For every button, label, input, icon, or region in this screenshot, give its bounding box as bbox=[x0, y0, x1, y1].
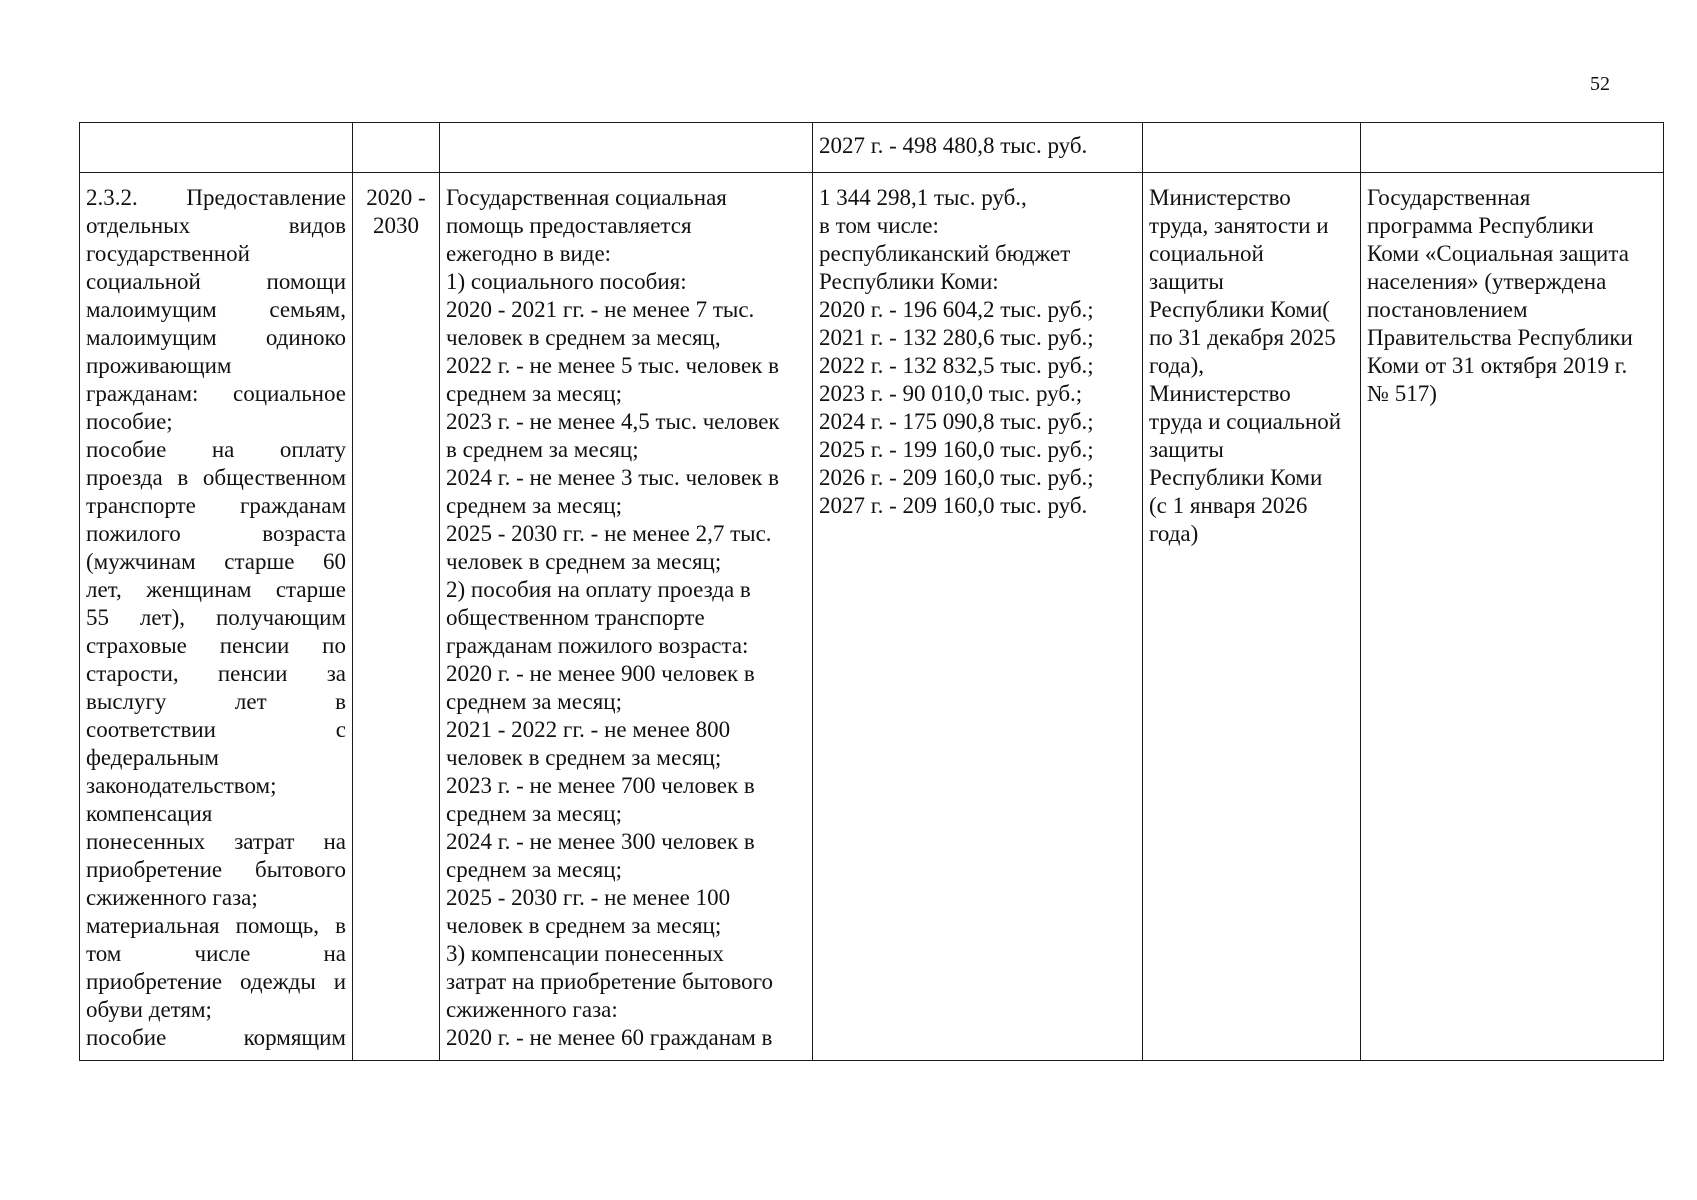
funding-line: 2023 г. - 90 010,0 тыс. руб.; bbox=[819, 381, 1083, 406]
measure-line: пожилого возраста bbox=[86, 521, 346, 546]
executor-line: года) bbox=[1149, 521, 1199, 546]
measure-line: компенсация bbox=[86, 801, 213, 826]
funding-text bbox=[819, 184, 1136, 520]
executor-text bbox=[1149, 184, 1354, 548]
measure-line: приобретение одежды и bbox=[86, 969, 346, 994]
indicator-line: 2023 г. - не менее 4,5 тыс. человек bbox=[446, 409, 780, 434]
executor-line: социальной bbox=[1149, 241, 1264, 266]
measure-line: государственной bbox=[86, 241, 250, 266]
indicator-line: 1) социального пособия: bbox=[446, 269, 687, 294]
funding-line: 2026 г. - 209 160,0 тыс. руб.; bbox=[819, 465, 1094, 490]
cell-funding-continuation bbox=[813, 123, 1143, 173]
program-line: № 517) bbox=[1367, 381, 1437, 406]
executor-line: труда, занятости и bbox=[1149, 213, 1329, 238]
indicator-line: сжиженного газа: bbox=[446, 997, 618, 1022]
period-line: 2030 bbox=[373, 213, 419, 238]
measure-line: пособие кормящим bbox=[86, 1025, 346, 1050]
executor-line: года), bbox=[1149, 353, 1205, 378]
measure-line: законодательством; bbox=[86, 773, 277, 798]
funding-line: Республики Коми: bbox=[819, 269, 999, 294]
cell-funding bbox=[813, 173, 1143, 1061]
indicator-line: 2025 - 2030 гг. - не менее 100 bbox=[446, 885, 731, 910]
executor-line: защиты bbox=[1149, 437, 1224, 462]
measure-line: проезда в общественном bbox=[86, 465, 346, 490]
indicator-line: человек в среднем за месяц; bbox=[446, 745, 722, 770]
executor-line: Министерство bbox=[1149, 185, 1291, 210]
measure-line: федеральным bbox=[86, 745, 219, 770]
table-row-continuation bbox=[80, 123, 1664, 173]
measure-line: пособие на оплату bbox=[86, 437, 346, 462]
measure-line: (мужчинам старше 60 bbox=[86, 549, 346, 574]
indicator-line: Государственная социальная bbox=[446, 185, 727, 210]
indicator-line: 2020 г. - не менее 900 человек в bbox=[446, 661, 755, 686]
measure-line: том числе на bbox=[86, 941, 346, 966]
measure-line: 55 лет), получающим bbox=[86, 605, 346, 630]
indicator-line: 2020 г. - не менее 60 гражданам в bbox=[446, 1025, 773, 1050]
indicator-line: среднем за месяц; bbox=[446, 689, 623, 714]
program-line: Коми «Социальная защита bbox=[1367, 241, 1629, 266]
indicator-line: 2023 г. - не менее 700 человек в bbox=[446, 773, 755, 798]
executor-line: (с 1 января 2026 bbox=[1149, 493, 1308, 518]
measure-line: обуви детям; bbox=[86, 997, 212, 1022]
cell-indicator bbox=[440, 173, 813, 1061]
indicator-line: человек в среднем за месяц, bbox=[446, 325, 721, 350]
indicator-line: 2021 - 2022 гг. - не менее 800 bbox=[446, 717, 731, 742]
measure-line: малоимущим одиноко bbox=[86, 325, 346, 350]
funding-line: 2020 г. - 196 604,2 тыс. руб.; bbox=[819, 297, 1094, 322]
indicator-line: в среднем за месяц; bbox=[446, 437, 639, 462]
cell-measure bbox=[80, 173, 353, 1061]
indicator-line: 2024 г. - не менее 3 тыс. человек в bbox=[446, 465, 779, 490]
indicator-line: ежегодно в виде: bbox=[446, 241, 612, 266]
measure-line: гражданам: социальное bbox=[86, 381, 346, 406]
cell-program-empty bbox=[1361, 123, 1664, 173]
indicator-line: затрат на приобретение бытового bbox=[446, 969, 774, 994]
indicator-line: 2024 г. - не менее 300 человек в bbox=[446, 829, 755, 854]
funding-line: 1 344 298,1 тыс. руб., bbox=[819, 185, 1027, 210]
program-line: постановлением bbox=[1367, 297, 1528, 322]
executor-line: труда и социальной bbox=[1149, 409, 1342, 434]
cell-period-empty bbox=[353, 123, 440, 173]
funding-line: 2025 г. - 199 160,0 тыс. руб.; bbox=[819, 437, 1094, 462]
period-line: 2020 - bbox=[366, 185, 426, 210]
measure-line: соответствии с bbox=[86, 717, 346, 742]
funding-line: 2024 г. - 175 090,8 тыс. руб.; bbox=[819, 409, 1094, 434]
funding-line: 2022 г. - 132 832,5 тыс. руб.; bbox=[819, 353, 1094, 378]
measure-line: пособие; bbox=[86, 409, 173, 434]
indicator-line: среднем за месяц; bbox=[446, 493, 623, 518]
measure-line: малоимущим семьям, bbox=[86, 297, 346, 322]
measure-line: отдельных видов bbox=[86, 213, 346, 238]
cell-executor bbox=[1143, 173, 1361, 1061]
indicator-text bbox=[446, 184, 806, 1052]
measure-line: старости, пенсии за bbox=[86, 661, 346, 686]
indicator-line: среднем за месяц; bbox=[446, 801, 623, 826]
measure-line: социальной помощи bbox=[86, 269, 346, 294]
indicator-line: человек в среднем за месяц; bbox=[446, 913, 722, 938]
executor-line: Министерство bbox=[1149, 381, 1291, 406]
measure-line: транспорте гражданам bbox=[86, 493, 346, 518]
measure-line: сжиженного газа; bbox=[86, 885, 258, 910]
funding-line: республиканский бюджет bbox=[819, 241, 1071, 266]
program-line: программа Республики bbox=[1367, 213, 1594, 238]
indicator-line: 2020 - 2021 гг. - не менее 7 тыс. bbox=[446, 297, 755, 322]
executor-line: по 31 декабря 2025 bbox=[1149, 325, 1336, 350]
cell-executor-empty bbox=[1143, 123, 1361, 173]
cell-program bbox=[1361, 173, 1664, 1061]
funding-line: 2027 г. - 209 160,0 тыс. руб. bbox=[819, 493, 1088, 518]
program-text bbox=[1367, 184, 1657, 408]
indicator-line: 2) пособия на оплату проезда в bbox=[446, 577, 751, 602]
indicator-line: 3) компенсации понесенных bbox=[446, 941, 724, 966]
table-row-measure-2-3-2 bbox=[80, 173, 1664, 1061]
program-line: Правительства Республики bbox=[1367, 325, 1633, 350]
program-line: населения» (утверждена bbox=[1367, 269, 1607, 294]
period-text bbox=[359, 184, 433, 240]
program-line: Государственная bbox=[1367, 185, 1531, 210]
indicator-line: 2025 - 2030 гг. - не менее 2,7 тыс. bbox=[446, 521, 772, 546]
indicator-line: общественном транспорте bbox=[446, 605, 705, 630]
indicator-line: человек в среднем за месяц; bbox=[446, 549, 722, 574]
measure-line: приобретение бытового bbox=[86, 857, 346, 882]
cell-indicator-empty bbox=[440, 123, 813, 173]
program-line: Коми от 31 октября 2019 г. bbox=[1367, 353, 1628, 378]
measure-line: проживающим bbox=[86, 353, 232, 378]
funding-line: 2027 г. - 498 480,8 тыс. руб. bbox=[819, 133, 1088, 158]
indicator-line: 2022 г. - не менее 5 тыс. человек в bbox=[446, 353, 779, 378]
executor-line: Республики Коми( bbox=[1149, 297, 1330, 322]
executor-line: Республики Коми bbox=[1149, 465, 1323, 490]
measure-line: страховые пенсии по bbox=[86, 633, 346, 658]
cell-period bbox=[353, 173, 440, 1061]
measure-line: лет, женщинам старше bbox=[86, 577, 346, 602]
indicator-line: среднем за месяц; bbox=[446, 381, 623, 406]
indicator-line: помощь предоставляется bbox=[446, 213, 692, 238]
measure-line: 2.3.2. Предоставление bbox=[86, 185, 346, 210]
funding-line: в том числе: bbox=[819, 213, 939, 238]
indicator-line: гражданам пожилого возраста: bbox=[446, 633, 749, 658]
executor-line: защиты bbox=[1149, 269, 1224, 294]
measure-text bbox=[86, 184, 346, 1052]
measure-line: материальная помощь, в bbox=[86, 913, 346, 938]
program-table bbox=[79, 122, 1664, 1061]
indicator-line: среднем за месяц; bbox=[446, 857, 623, 882]
measure-line: понесенных затрат на bbox=[86, 829, 346, 854]
funding-line: 2021 г. - 132 280,6 тыс. руб.; bbox=[819, 325, 1094, 350]
cell-measure-empty bbox=[80, 123, 353, 173]
measure-line: выслугу лет в bbox=[86, 689, 346, 714]
page-number: 52 bbox=[1590, 73, 1610, 95]
